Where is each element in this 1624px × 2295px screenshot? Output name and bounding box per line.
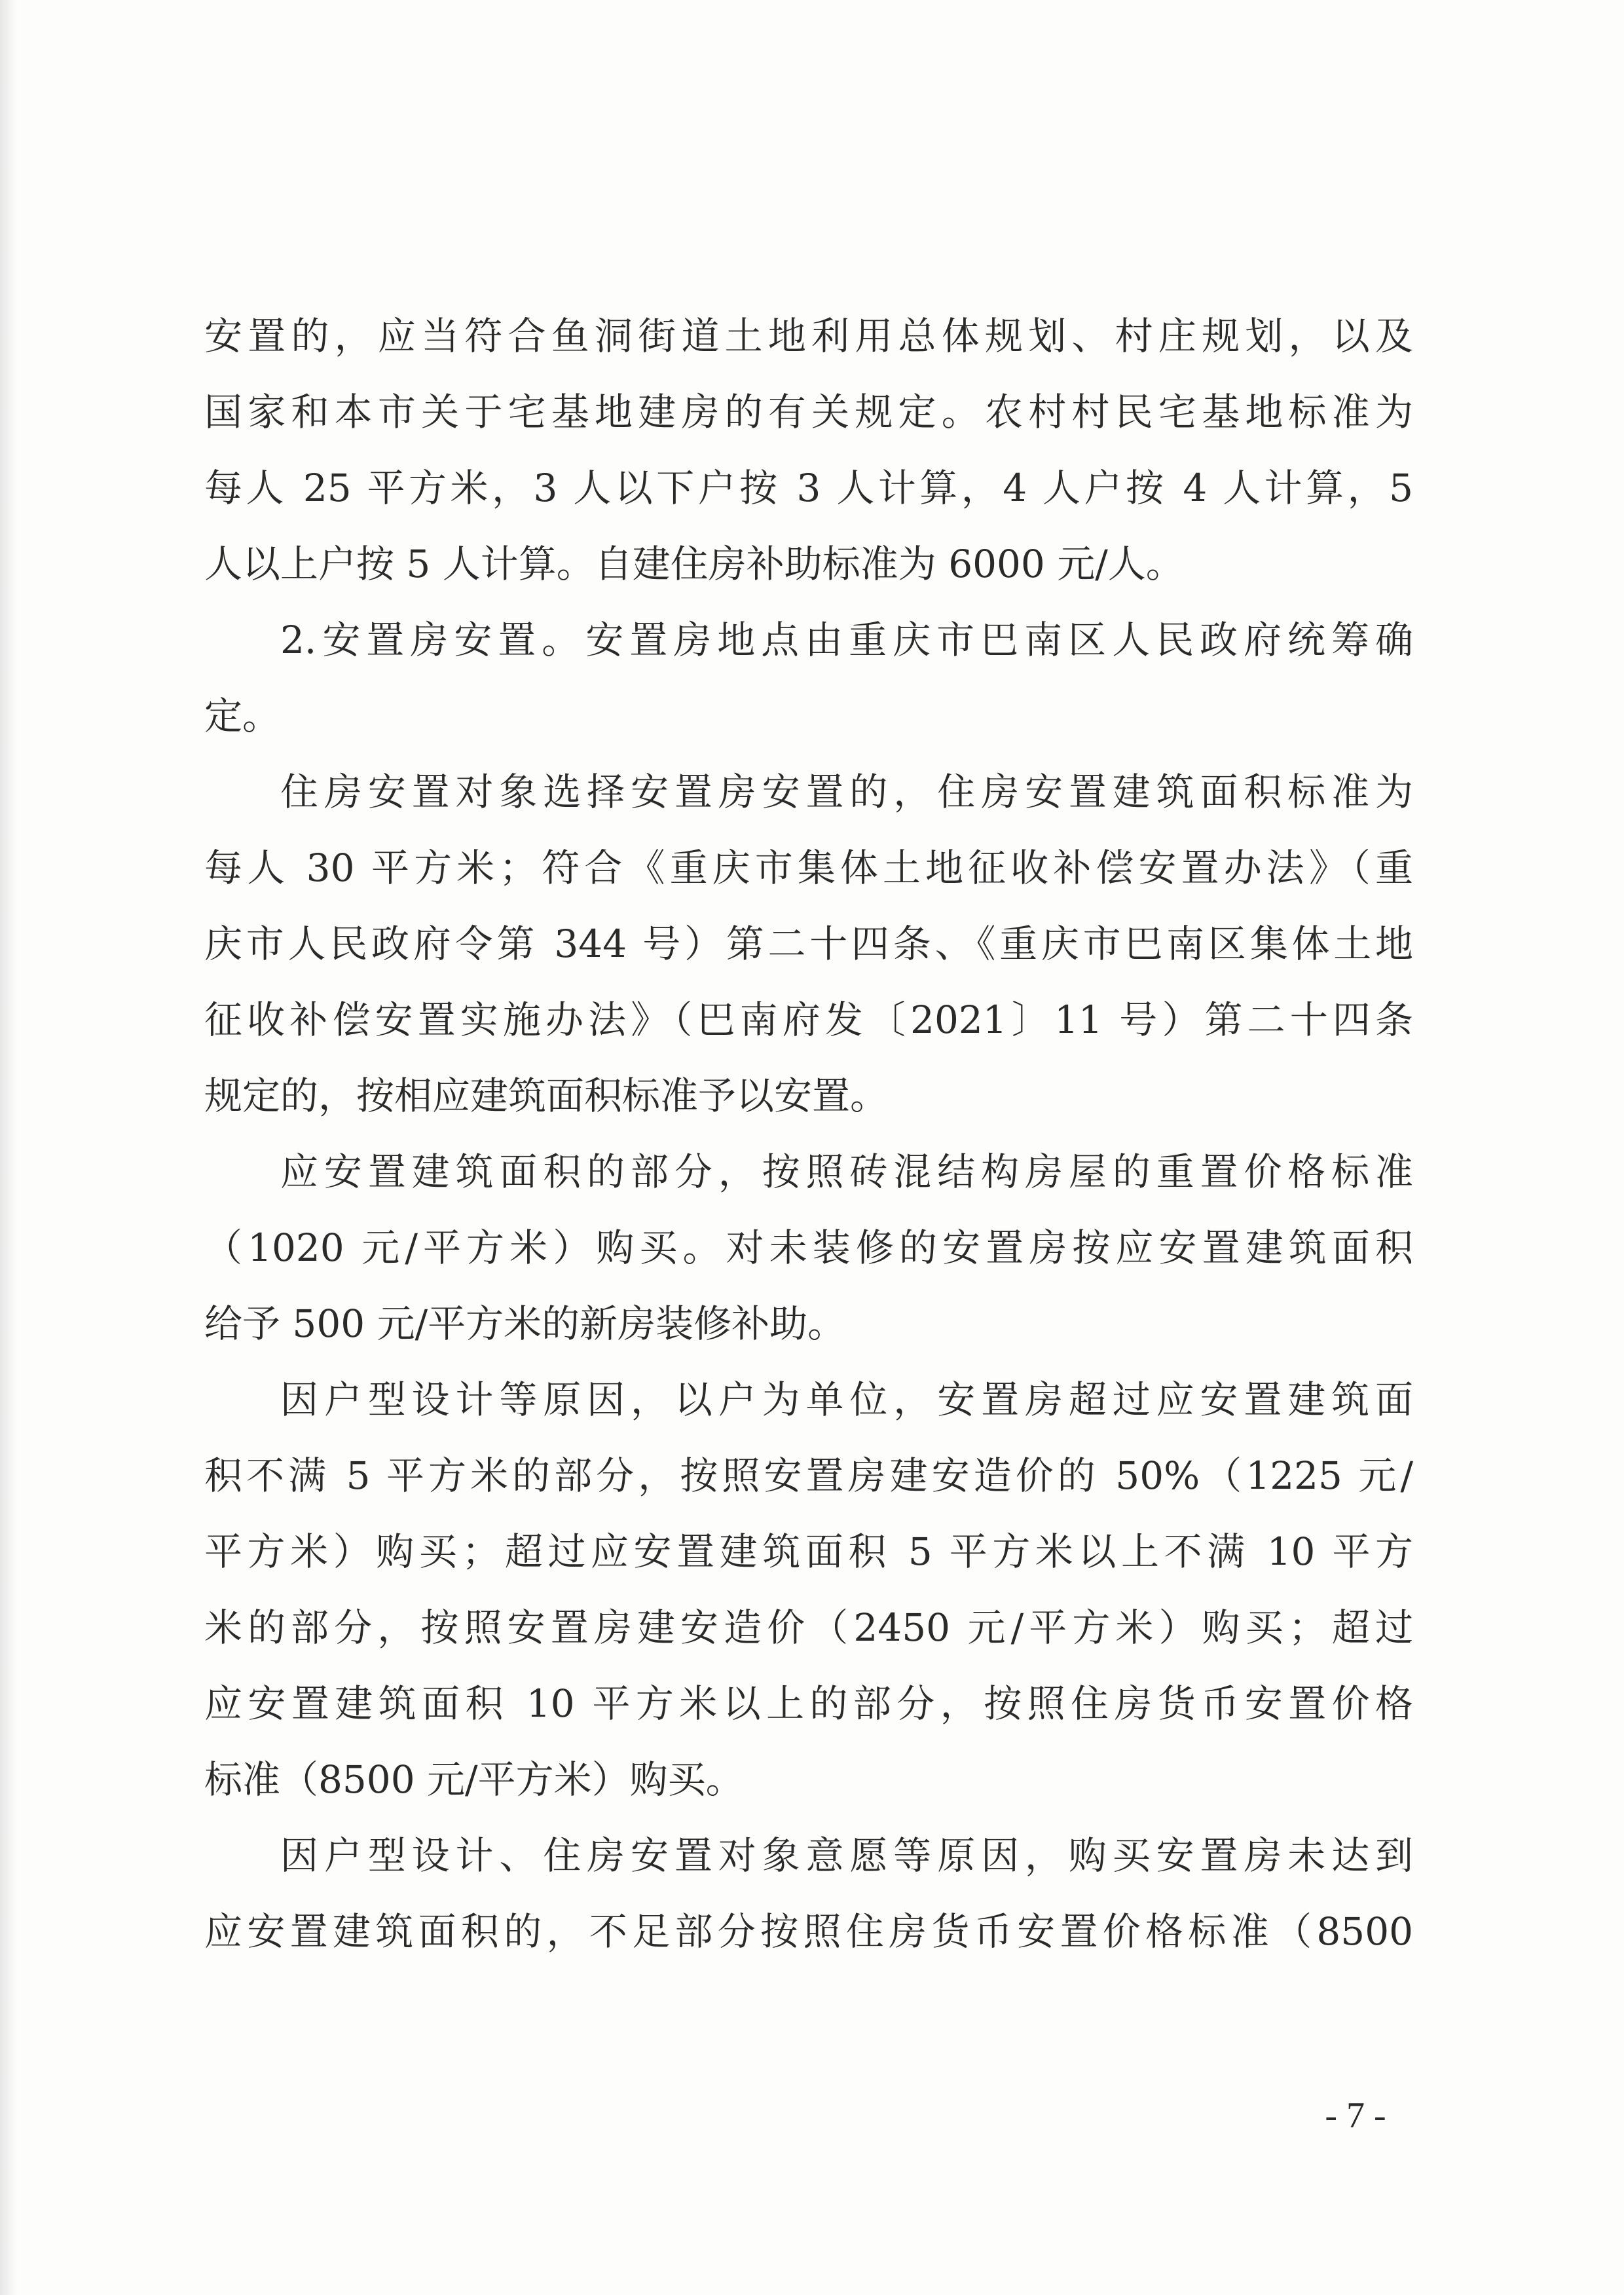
- text-line: 应安置建筑面积的，不足部分按照住房货币安置价格标准（8500: [204, 1909, 1413, 1954]
- text-line: 给予 500 元/平方米的新房装修补助。: [204, 1301, 846, 1346]
- body-text: [204, 298, 1413, 1969]
- page-number: - 7 -: [1325, 2095, 1386, 2136]
- text-line: 定。: [204, 694, 281, 738]
- text-line: 国家和本市关于宅基地建房的有关规定。农村村民宅基地标准为: [204, 390, 1413, 434]
- text-line: 规定的，按相应建筑面积标准予以安置。: [204, 1073, 889, 1118]
- text-line: 人以上户按 5 人计算。自建住房补助标准为 6000 元/人。: [204, 542, 1184, 586]
- text-line: 2.安置房安置。安置房地点由重庆市巴南区人民政府统筹确: [280, 618, 1413, 662]
- text-line: （1020 元/平方米）购买。对未装修的安置房按应安置建筑面积: [204, 1225, 1413, 1270]
- text-line: 住房安置对象选择安置房安置的，住房安置建筑面积标准为: [280, 770, 1413, 814]
- text-line: 安置的，应当符合鱼洞街道土地利用总体规划、村庄规划，以及: [204, 314, 1413, 358]
- text-line: 庆市人民政府令第 344 号）第二十四条、《重庆市巴南区集体土地: [204, 922, 1413, 966]
- text-line: 平方米）购买；超过应安置建筑面积 5 平方米以上不满 10 平方: [204, 1529, 1413, 1574]
- text-line: 应安置建筑面积的部分，按照砖混结构房屋的重置价格标准: [280, 1149, 1413, 1194]
- text-line: 因户型设计等原因，以户为单位，安置房超过应安置建筑面: [280, 1377, 1413, 1422]
- text-line: 标准（8500 元/平方米）购买。: [204, 1757, 744, 1802]
- text-line: 征收补偿安置实施办法》（巴南府发〔2021〕11 号）第二十四条: [204, 998, 1413, 1042]
- text-line: 米的部分，按照安置房建安造价（2450 元/平方米）购买；超过: [204, 1605, 1413, 1650]
- text-line: 每人 25 平方米，3 人以下户按 3 人计算，4 人户按 4 人计算，5: [204, 466, 1413, 510]
- text-line: 每人 30 平方米；符合《重庆市集体土地征收补偿安置办法》（重: [204, 846, 1413, 890]
- text-line: 因户型设计、住房安置对象意愿等原因，购买安置房未达到: [280, 1833, 1413, 1878]
- text-line: 应安置建筑面积 10 平方米以上的部分，按照住房货币安置价格: [204, 1681, 1413, 1726]
- text-line: 积不满 5 平方米的部分，按照安置房建安造价的 50%（1225 元/: [204, 1453, 1413, 1498]
- scan-edge-shadow: [0, 0, 17, 2295]
